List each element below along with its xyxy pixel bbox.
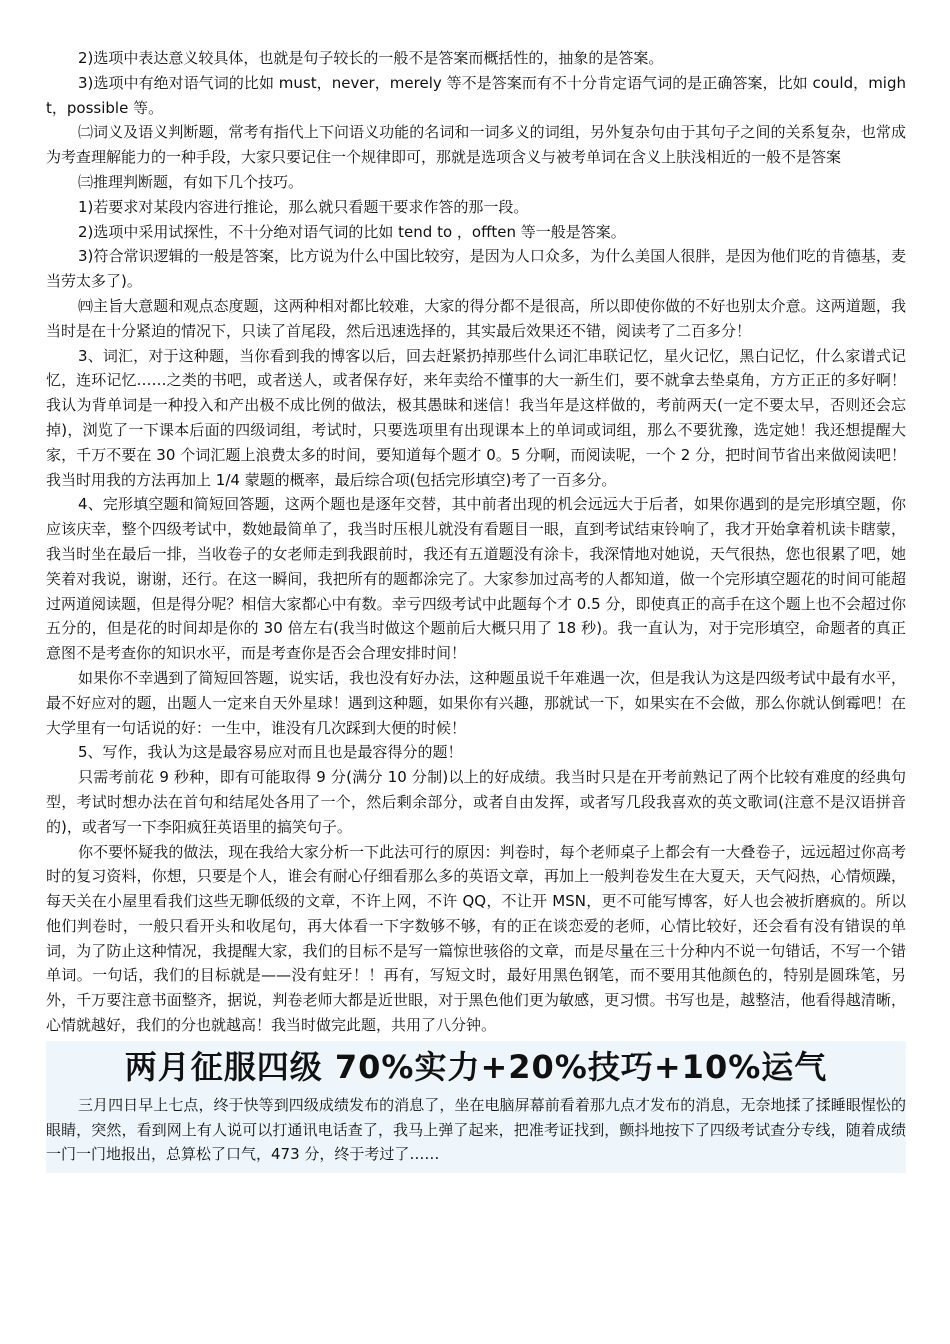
document-page xyxy=(46,46,906,1173)
paragraph-6: 2)选项中采用试探性，不十分绝对语气词的比如 tend to ，offten 等一般是答案。 xyxy=(78,222,626,241)
paragraph-2: 3)选项中有绝对语气词的比如 must，never，merely 等不是答案而有不十分肯定语气词的是正确答案，比如 could，might，possible 等。 xyxy=(46,73,906,117)
paragraph-10: 4、完形填空题和简短回答题，这两个题也是逐年交替，其中前者出现的机会远远大于后者，如果你遇到的是完形填空题，你应该庆幸，整个四级考试中，数她最简单了，我当时压根儿就没有看题目一眼，直到考试结束铃响了，我才开始拿着机读卡瞎蒙，我当时坐在最后一排，当收卷子的女老师走到我跟前时，我还有五道题没有涂卡，我深情地对她说，天气很热，您也很累了吧，她笑着对我说，谢谢，还行。在这一瞬间，我把所有的题都涂完了。大家参加过高考的人都知道，做一个完形填空题花的时间可能超过两道阅读题，但是得分呢？相信大家都心中有数。幸亏四级考试中此题每个才 0.5 分，即使真正的高手在这个题上也不会超过你五分的，但是花的时间却是你的 30 倍左右(我当时做这个题前后大概只用了 18 秒)。我一直认为，对于完形填空，命题者的真正意图不是考查你的知识水平，而是考查你是否会合理安排时间！ xyxy=(46,495,906,663)
paragraph-11: 如果你不幸遇到了简短回答题，说实话，我也没有好办法，这种题虽说千年难遇一次，但是我认为这是四级考试中最有水平，最不好应对的题，出题人一定来自天外星球！遇到这种题，如果你有兴趣，那就试一下，如果实在不会做，那么你就认倒霉吧！在大学里有一句话说的好：一生中，谁没有几次踩到大便的时候！ xyxy=(46,668,906,737)
paragraph-3: ㈡词义及语义判断题，常考有指代上下问语义功能的名词和一词多义的词组，另外复杂句由于其句子之间的关系复杂，也常成为考查理解能力的一种手段，大家只要记住一个规律即可，那就是选项含义与被考单词在含义上肤浅相近的一般不是答案 xyxy=(46,123,906,167)
paragraph-12: 5、写作，我认为这是最容易应对而且也是最容得分的题！ xyxy=(78,743,463,762)
paragraph-1: 2)选项中表达意义较具体，也就是句子较长的一般不是答案而概括性的，抽象的是答案。 xyxy=(78,49,664,67)
paragraph-5: 1)若要求对某段内容进行推论，那么就只看题干要求作答的那一段。 xyxy=(78,197,529,216)
article-title: 两月征服四级 70%实力+20%技巧+10%运气 xyxy=(124,1047,828,1086)
paragraph-4: ㈢推理判断题，有如下几个技巧。 xyxy=(78,172,304,191)
article-intro-paragraph: 三月四日早上七点，终于快等到四级成绩发布的消息了，坐在电脑屏幕前看着那九点才发布的消息，无奈地揉了揉睡眼惺忪的眼睛，突然，看到网上有人说可以打通讯电话查了，我马上弹了起来，把准考证找到，颤抖地按下了四级考试查分专线，随着成绩一门一门地报出，总算松了口气，473 分，终于考过了…… xyxy=(46,1095,906,1164)
paragraph-8: ㈣主旨大意题和观点态度题，这两种相对都比较难，大家的得分都不是很高，所以即使你做的不好也别太介意。这两道题，我当时是在十分紧迫的情况下，只读了首尾段，然后迅速选择的，其实最后效果还不错，阅读考了二百多分！ xyxy=(46,296,906,340)
paragraph-13: 只需考前花 9 秒种，即有可能取得 9 分(满分 10 分制)以上的好成绩。我当时只是在开考前熟记了两个比较有难度的经典句型，考试时想办法在首句和结尾处各用了一个，然后剩余部分，或者自由发挥，或者写几段我喜欢的英文歌词(注意不是汉语拼音的)，或者写一下李阳疯狂英语里的搞笑句子。 xyxy=(46,768,906,836)
paragraph-14: 你不要怀疑我的做法，现在我给大家分析一下此法可行的原因：判卷时，每个老师桌子上都会有一大叠卷子，远远超过你高考时的复习资料，你想，只要是个人，谁会有耐心仔细看那么多的英语文章，再加上一般判卷发生在大夏天，天气闷热，心情烦躁，每天关在小屋里看我们这些无聊低级的文章，不许上网，不许 QQ，不让开 MSN，更不可能写博客，好人也会被折磨疯的。所以他们判卷时，一般只看开头和收尾句，再大体看一下字数够不够，有的正在谈恋爱的老师，心情比较好，还会看有没有错误的单词，为了防止这种情况，我提醒大家，我们的目标不是写一篇惊世骇俗的文章，而是尽量在三十分种内不说一句错话，不写一个错单词。一句话，我们的目标就是——没有蛀牙！！再有，写短文时，最好用黑色钢笔，而不要用其他颜色的，特别是圆珠笔，另外，千万要注意书面整齐，据说，判卷老师大都是近世眼，对于黑色他们更为敏感，更习惯。书写也是，越整洁，他看得越清晰，心情就越好，我们的分也就越高！我当时做完此题，共用了八分钟。 xyxy=(46,842,906,1035)
paragraph-9: 3、词汇，对于这种题，当你看到我的博客以后，回去赶紧扔掉那些什么词汇串联记忆，星火记忆，黑白记忆，什么家谱式记忆，连环记忆……之类的书吧，或者送人，或者保存好，来年卖给不懂事的大一新生们，要不就拿去垫桌角，方方正正的多好啊！我认为背单词是一种投入和产出极不成比例的做法，极其愚昧和迷信！我当年是这样做的，考前两天(一定不要太早，否则还会忘掉)，浏览了一下课本后面的四级词组，考试时，只要选项里有出现课本上的单词或词组，那么不要犹豫，选定她！我还想提醒大家，千万不要在 30 个词汇题上浪费太多的时间，要知道每个题才 0。5 分啊，而阅读呢，一个 2 分，把时间节省出来做阅读吧！我当时用我的方法再加上 1/4 蒙题的概率，最后综合项(包括完形填空)考了一百多分。 xyxy=(46,346,906,489)
paragraph-7: 3)符合常识逻辑的一般是答案，比方说为什么中国比较穷，是因为人口众多，为什么美国人很胖，是因为他们吃的肯德基，麦当劳太多了)。 xyxy=(46,247,906,291)
article-banner xyxy=(46,1041,906,1173)
